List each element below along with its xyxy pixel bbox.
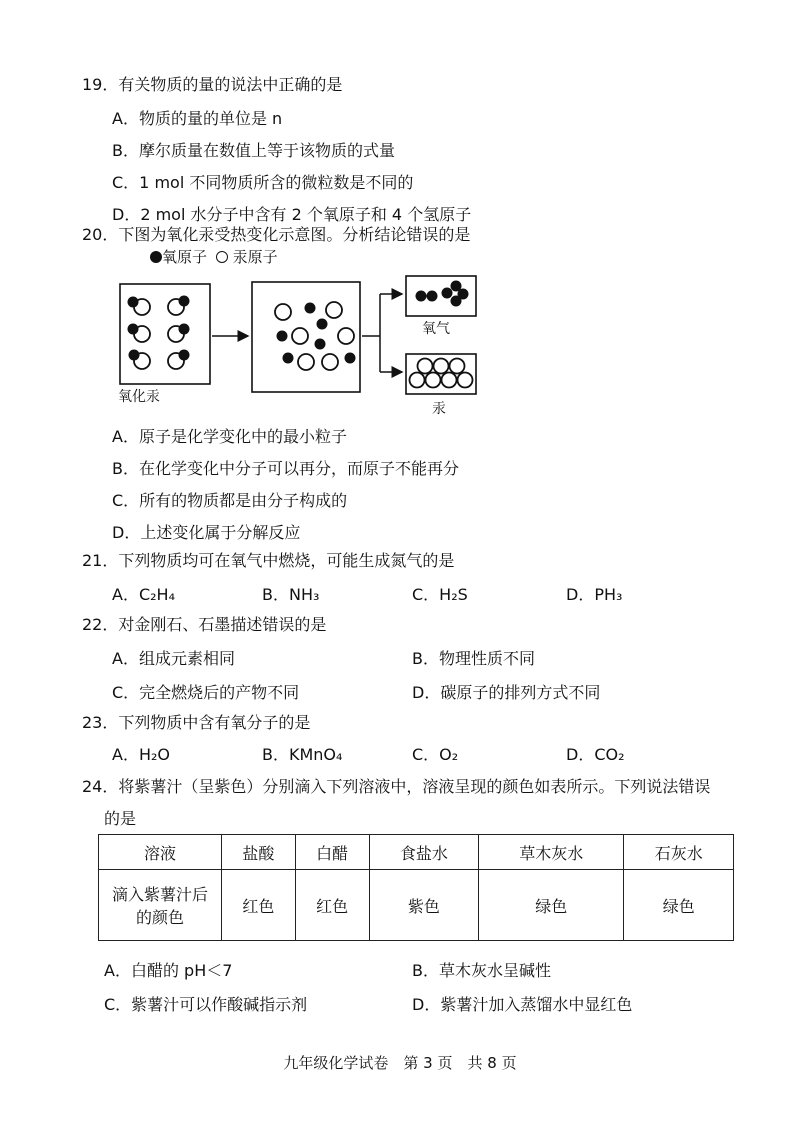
- page-footer: 九年级化学试卷 第 3 页 共 8 页: [283, 1054, 517, 1072]
- table-cell: 红色: [295, 870, 369, 941]
- hgo-molecules: [134, 299, 184, 369]
- table-header-cell: 草木灰水: [479, 835, 624, 870]
- question-23-option-b: B．KMnO₄: [262, 745, 343, 764]
- caption-oxygen: 氧气: [422, 321, 450, 337]
- question-23-option-c: C．O₂: [412, 745, 459, 764]
- question-23-stem: 23．下列物质中含有氧分子的是: [82, 713, 311, 732]
- table-row: [99, 835, 734, 870]
- question-22-option-b: B．物理性质不同: [412, 649, 535, 668]
- oxygen-molecules: [416, 281, 469, 307]
- question-22-stem: 22．对金刚石、石墨描述错误的是: [82, 615, 327, 634]
- legend-mercury-label: 汞原子: [232, 248, 278, 266]
- question-21-option-a: A．C₂H₄: [112, 585, 175, 604]
- table-cell: 紫色: [369, 870, 479, 941]
- question-21-option-d: D．PH₃: [566, 585, 623, 604]
- table-cell: 绿色: [479, 870, 624, 941]
- question-19-stem: 19．有关物质的量的说法中正确的是: [82, 75, 343, 94]
- question-22-option-a: A．组成元素相同: [112, 649, 235, 668]
- question-20-option-b: B．在化学变化中分子可以再分，而原子不能再分: [112, 459, 459, 478]
- legend-oxygen-label: 氧原子: [162, 248, 208, 266]
- caption-mercury: 汞: [432, 401, 446, 417]
- table-header-cell: 白醋: [295, 835, 369, 870]
- question-20-option-d: D．上述变化属于分解反应: [112, 523, 301, 542]
- row-label-line2: 的颜色: [135, 908, 184, 927]
- question-19-option-d: D．2 mol 水分子中含有 2 个氧原子和 4 个氢原子: [112, 205, 472, 224]
- mercury-oxide-diagram: [110, 274, 510, 424]
- table-header-cell: 石灰水: [624, 835, 734, 870]
- question-23-option-a: A．H₂O: [112, 745, 170, 764]
- question-24-option-a: A．白醋的 pH＜7: [104, 961, 233, 980]
- mercury-atoms: [410, 359, 473, 388]
- diagram-legend: [150, 246, 278, 267]
- question-24-option-b: B．草木灰水呈碱性: [412, 961, 551, 980]
- indicator-color-table: [98, 834, 734, 941]
- table-header-cell: 盐酸: [222, 835, 296, 870]
- question-20-option-a: A．原子是化学变化中的最小粒子: [112, 427, 347, 446]
- question-21-stem: 21．下列物质均可在氧气中燃烧，可能生成氮气的是: [82, 551, 455, 570]
- question-22-option-c: C．完全燃烧后的产物不同: [112, 683, 300, 702]
- caption-mercury-oxide: 氧化汞: [118, 389, 160, 405]
- question-21-option-c: C．H₂S: [412, 585, 468, 604]
- table-row-label: [99, 870, 222, 941]
- table-row: [99, 870, 734, 941]
- diagram-svg: [110, 274, 510, 424]
- question-22-option-d: D．碳原子的排列方式不同: [412, 683, 601, 702]
- question-24-option-c: C．紫薯汁可以作酸碱指示剂: [104, 995, 308, 1014]
- question-19-option-a: A．物质的量的单位是 n: [112, 109, 283, 128]
- question-23-option-d: D．CO₂: [566, 745, 625, 764]
- table-header-cell: 溶液: [99, 835, 222, 870]
- table-header-cell: 食盐水: [369, 835, 479, 870]
- question-24-option-d: D．紫薯汁加入蒸馏水中显红色: [412, 995, 633, 1014]
- question-24-stem-line1: 24．将紫薯汁（呈紫色）分别滴入下列溶液中，溶液呈现的颜色如表所示。下列说法错误: [82, 777, 711, 796]
- table-cell: 绿色: [624, 870, 734, 941]
- question-20-stem: 20．下图为氧化汞受热变化示意图。分析结论错误的是: [82, 225, 471, 244]
- question-19-option-c: C．1 mol 不同物质所含的微粒数是不同的: [112, 173, 414, 192]
- table-cell: 红色: [222, 870, 296, 941]
- row-label-line1: 滴入紫薯汁后: [111, 885, 208, 904]
- oxygen-atom-icon: [150, 251, 162, 263]
- question-19-option-b: B．摩尔质量在数值上等于该物质的式量: [112, 141, 395, 160]
- question-20-option-c: C．所有的物质都是由分子构成的: [112, 491, 348, 510]
- question-24-stem-line2: 的是: [104, 809, 137, 828]
- mercury-atom-icon: [216, 251, 228, 263]
- question-21-option-b: B．NH₃: [262, 585, 320, 604]
